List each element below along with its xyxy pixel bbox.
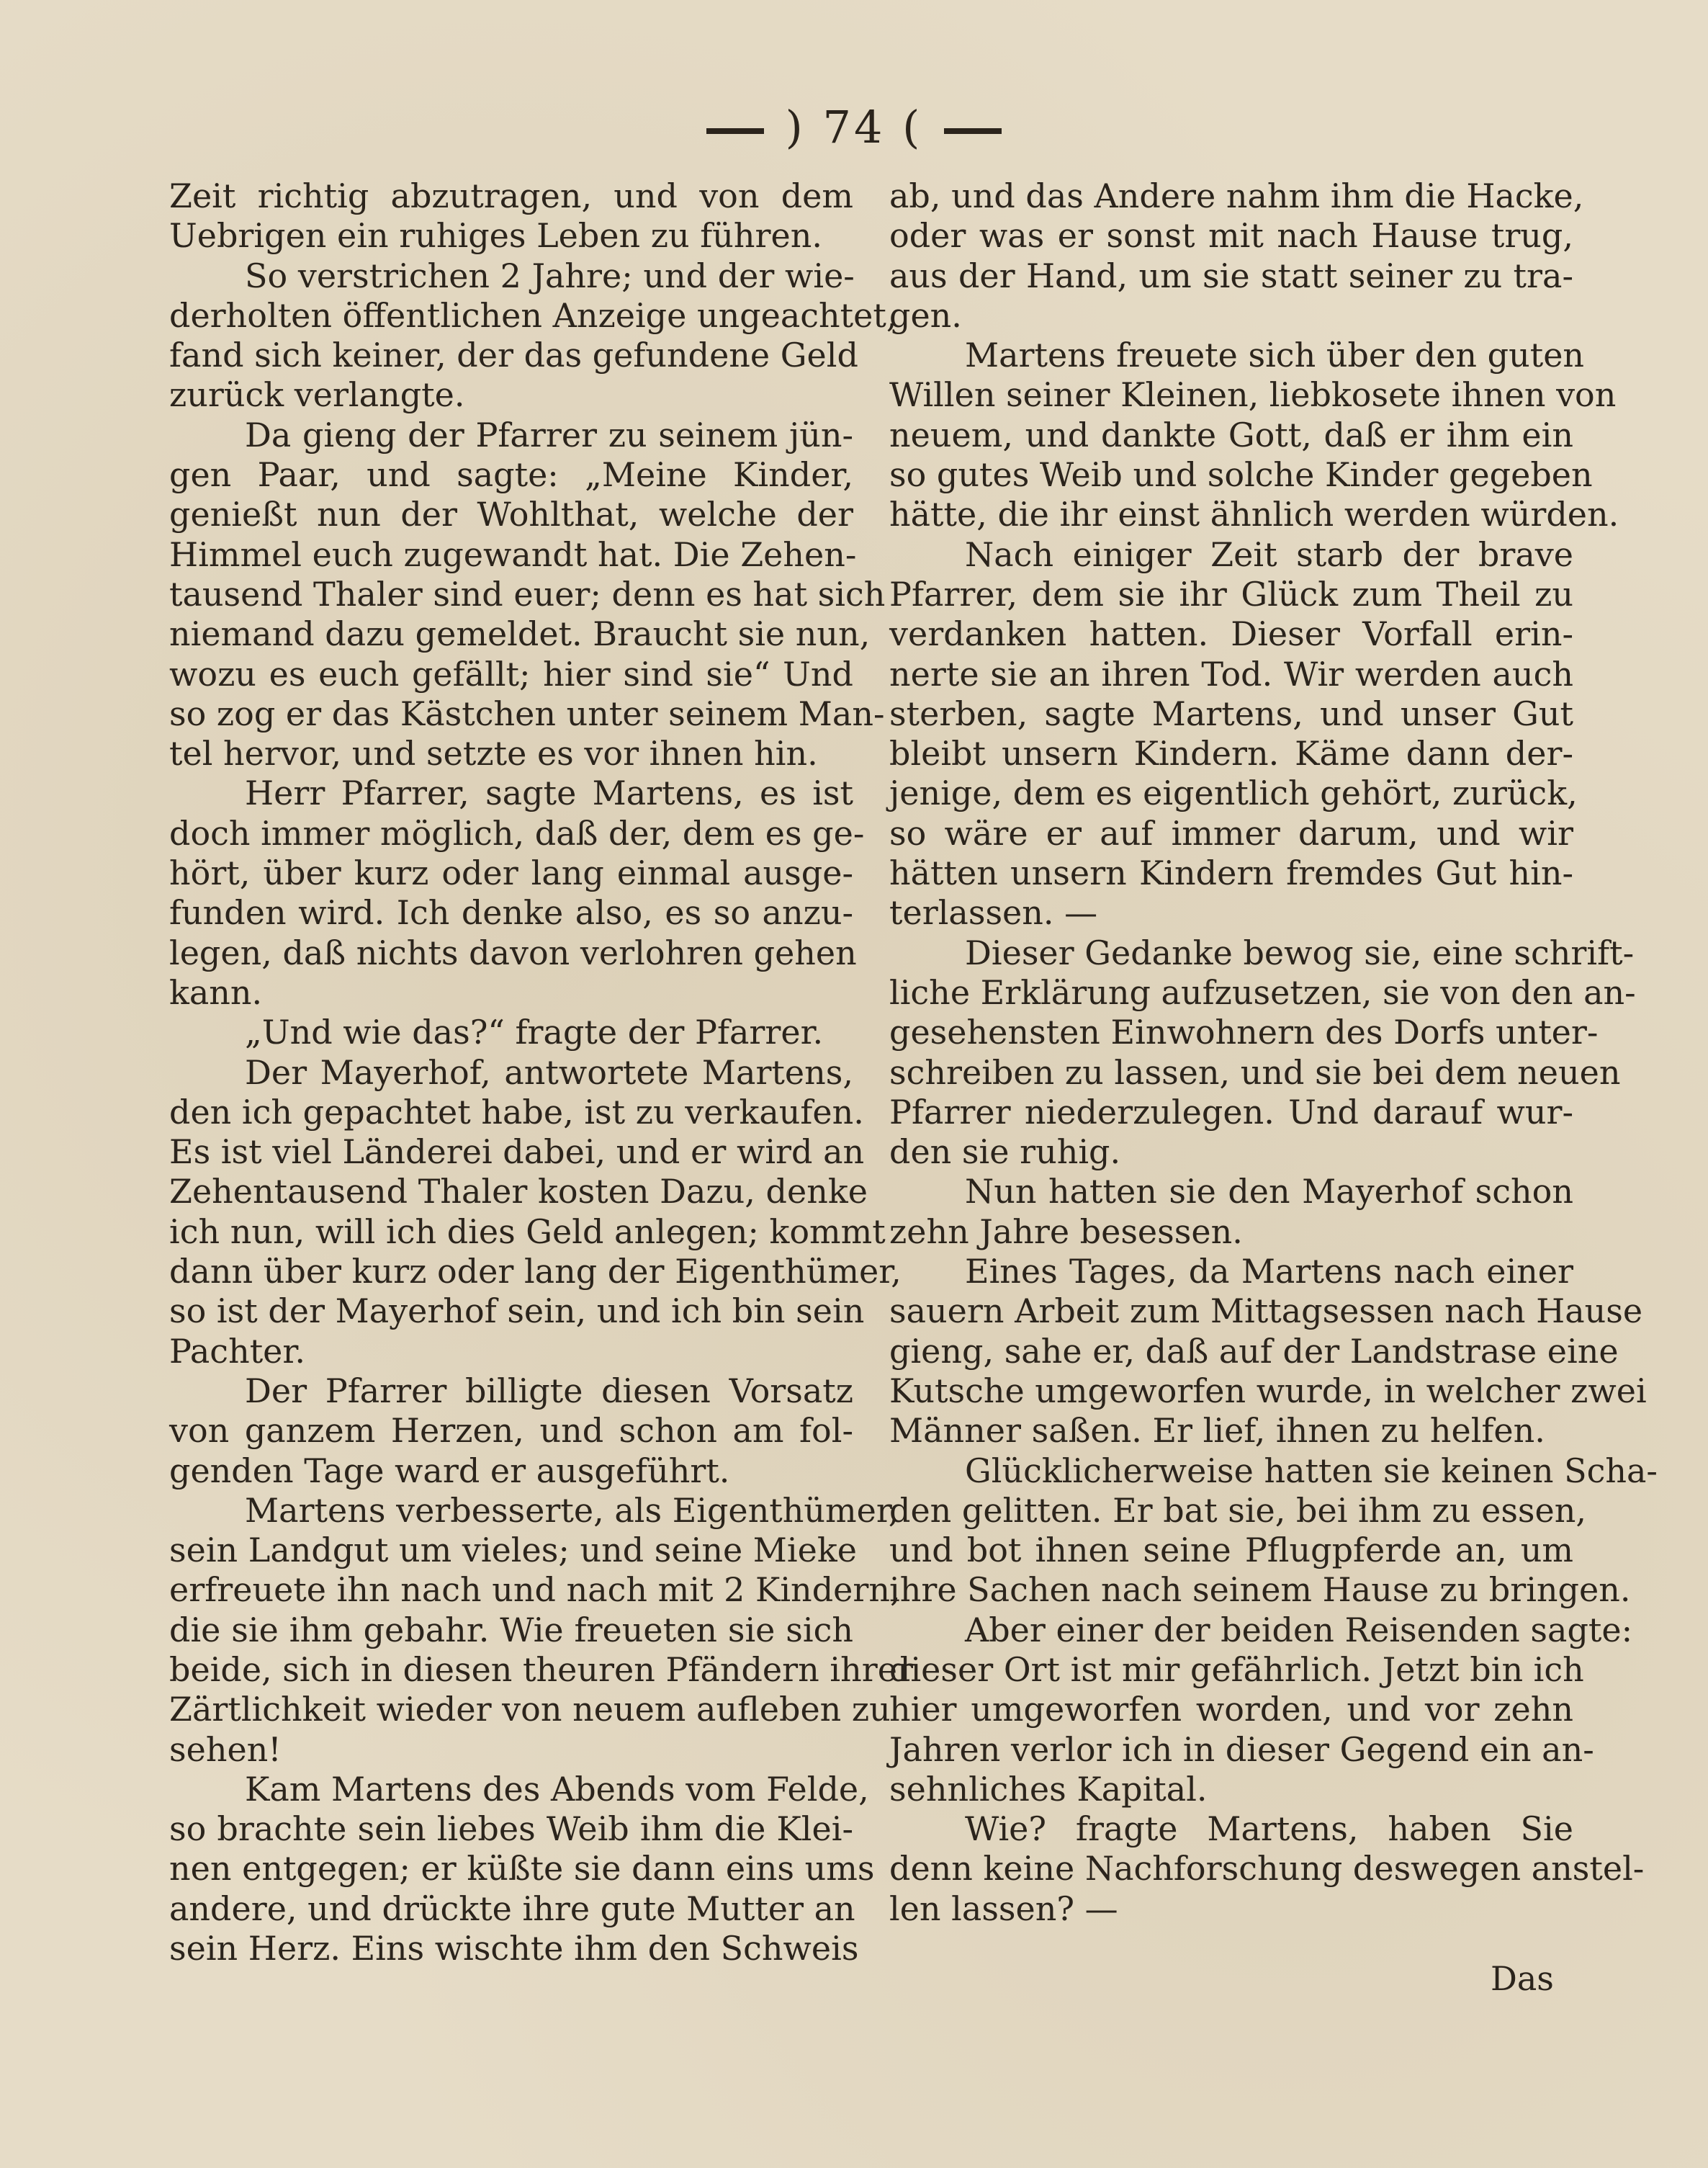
text-line: Nun hatten sie den Mayerhof schon	[965, 1172, 1573, 1211]
text-line: dieser Ort ist mir gefährlich. Jetzt bin ich	[889, 1649, 1584, 1689]
text-line: Herr Pfarrer, sagte Martens, es ist	[245, 774, 853, 813]
text-line: so zog er das Kästchen unter seinem Man-	[169, 694, 885, 733]
text-line: Kutsche umgeworfen wurde, in welcher zwei	[889, 1371, 1647, 1410]
text-line: und bot ihnen seine Pflugpferde an, um	[889, 1531, 1573, 1570]
text-line: Uebrigen ein ruhiges Leben zu führen.	[169, 216, 822, 256]
text-line: Männer saßen. Er lief, ihnen zu helfen.	[889, 1411, 1545, 1451]
text-line: andere, und drückte ihre gute Mutter an	[169, 1889, 855, 1928]
text-line: Pfarrer, dem sie ihr Glück zum Theil zu	[889, 574, 1573, 614]
text-line: Glücklicherweise hatten sie keinen Scha-	[965, 1451, 1658, 1490]
text-line: gieng, sahe er, daß auf der Landstrase eine	[889, 1331, 1619, 1371]
text-line: den ich gepachtet habe, ist zu verkaufen.	[169, 1092, 864, 1132]
text-line: Pfarrer niederzulegen. Und darauf wur-	[889, 1092, 1573, 1132]
right-column	[889, 176, 1658, 1929]
text-line: niemand dazu gemeldet. Braucht sie nun,	[169, 614, 871, 654]
text-line: sterben, sagte Martens, und unser Gut	[889, 694, 1573, 733]
text-line: Jahren verlor ich in dieser Gegend ein an-	[889, 1729, 1594, 1769]
text-line: gesehensten Einwohnern des Dorfs unter-	[889, 1013, 1599, 1052]
text-line: erfreuete ihn nach und nach mit 2 Kindern,	[169, 1570, 901, 1610]
text-line: len lassen? —	[889, 1889, 1118, 1928]
page-number: ) 74 (	[785, 101, 923, 153]
text-line: Der Mayerhof, antwortete Martens,	[245, 1052, 853, 1092]
text-line: legen, daß nichts davon verlohren gehen	[169, 933, 857, 972]
text-line: sein Landgut um vieles; und seine Mieke	[169, 1531, 857, 1570]
text-line: zehn Jahre besessen.	[889, 1211, 1243, 1251]
text-line: sehnliches Kapital.	[889, 1769, 1208, 1809]
text-line: Nach einiger Zeit starb der brave	[965, 534, 1573, 574]
text-line: beide, sich in diesen theuren Pfändern ihrer	[169, 1649, 913, 1689]
text-line: doch immer möglich, daß der, dem es ge-	[169, 813, 865, 853]
text-line: neuem, und dankte Gott, daß er ihm ein	[889, 415, 1573, 454]
left-column	[169, 176, 913, 1968]
text-line: von ganzem Herzen, und schon am fol-	[169, 1411, 853, 1451]
text-line: ab, und das Andere nahm ihm die Hacke,	[889, 176, 1584, 215]
text-line: Aber einer der beiden Reisenden sagte:	[965, 1610, 1633, 1649]
text-line: tausend Thaler sind euer; denn es hat sich	[169, 574, 886, 614]
text-line: So verstrichen 2 Jahre; und der wie-	[245, 256, 855, 295]
text-line: kann.	[169, 972, 263, 1012]
text-line: Martens verbesserte, als Eigenthümer,	[245, 1490, 899, 1530]
text-line: aus der Hand, um sie statt seiner zu tra-	[889, 256, 1573, 295]
text-line: Da gieng der Pfarrer zu seinem jün-	[245, 415, 853, 454]
text-line: hört, über kurz oder lang einmal ausge-	[169, 854, 853, 893]
text-line: oder was er sonst mit nach Hause trug,	[889, 216, 1573, 256]
text-line: funden wird. Ich denke also, es so anzu-	[169, 893, 853, 933]
text-line: verdanken hatten. Dieser Vorfall erin-	[889, 614, 1573, 654]
text-line: Pachter.	[169, 1331, 305, 1371]
header-dash-left	[706, 128, 764, 134]
text-line: bleibt unsern Kindern. Käme dann der-	[889, 734, 1573, 774]
text-line: nerte sie an ihren Tod. Wir werden auch	[889, 654, 1573, 694]
text-line: derholten öffentlichen Anzeige ungeachtet,	[169, 295, 897, 335]
text-line: sehen!	[169, 1729, 282, 1769]
page-header	[0, 101, 1708, 153]
text-line: liche Erklärung aufzusetzen, sie von den an-	[889, 972, 1636, 1012]
text-line: so gutes Weib und solche Kinder gegeben	[889, 455, 1593, 495]
text-line: tel hervor, und setzte es vor ihnen hin.	[169, 734, 818, 774]
text-line: wozu es euch gefällt; hier sind sie“ Und	[169, 654, 853, 694]
text-line: Der Pfarrer billigte diesen Vorsatz	[245, 1371, 853, 1410]
text-line: so brachte sein liebes Weib ihm die Klei-	[169, 1809, 853, 1849]
text-line: „Und wie das?“ fragte der Pfarrer.	[245, 1013, 824, 1052]
text-line: Eines Tages, da Martens nach einer	[965, 1252, 1573, 1291]
header-dash-right	[944, 128, 1002, 134]
text-line: Zehentausend Thaler kosten Dazu, denke	[169, 1172, 868, 1211]
text-line: so wäre er auf immer darum, und wir	[889, 813, 1573, 853]
text-line: Zeit richtig abzutragen, und von dem	[169, 176, 853, 215]
text-line: schreiben zu lassen, und sie bei dem neuen	[889, 1052, 1621, 1092]
text-line: genießt nun der Wohlthat, welche der	[169, 495, 853, 534]
text-line: die sie ihm gebahr. Wie freueten sie sich	[169, 1610, 853, 1649]
text-line: sauern Arbeit zum Mittagsessen nach Hause	[889, 1291, 1643, 1331]
text-line: Kam Martens des Abends vom Felde,	[245, 1769, 869, 1809]
text-line: hätte, die ihr einst ähnlich werden würden.	[889, 495, 1619, 534]
text-line: Dieser Gedanke bewog sie, eine schrift-	[965, 933, 1635, 972]
catchword: Das	[1491, 1959, 1554, 1998]
text-line: terlassen. —	[889, 893, 1098, 933]
text-line: Willen seiner Kleinen, liebkosete ihnen von	[889, 375, 1617, 415]
text-line: hier umgeworfen worden, und vor zehn	[889, 1690, 1573, 1729]
text-line: den gelitten. Er bat sie, bei ihm zu essen,	[889, 1490, 1586, 1530]
text-line: nen entgegen; er küßte sie dann eins ums	[169, 1849, 875, 1889]
text-line: fand sich keiner, der das gefundene Geld	[169, 336, 858, 375]
text-line: ihre Sachen nach seinem Hause zu bringen.	[889, 1570, 1631, 1610]
text-line: denn keine Nachforschung deswegen anstel-	[889, 1849, 1645, 1889]
text-line: sein Herz. Eins wischte ihm den Schweis	[169, 1929, 859, 1968]
text-line: so ist der Mayerhof sein, und ich bin sein	[169, 1291, 865, 1331]
text-line: genden Tage ward er ausgeführt.	[169, 1451, 730, 1490]
text-line: Es ist viel Länderei dabei, und er wird an	[169, 1132, 865, 1172]
text-line: Wie? fragte Martens, haben Sie	[965, 1809, 1573, 1849]
text-line: gen.	[889, 295, 962, 335]
text-line: jenige, dem es eigentlich gehört, zurück,	[889, 774, 1578, 813]
text-line: ich nun, will ich dies Geld anlegen; kommt	[169, 1211, 886, 1251]
text-line: zurück verlangte.	[169, 375, 465, 415]
text-line: Himmel euch zugewandt hat. Die Zehen-	[169, 534, 857, 574]
text-line: Zärtlichkeit wieder von neuem aufleben zu	[169, 1690, 891, 1729]
text-line: hätten unsern Kindern fremdes Gut hin-	[889, 854, 1573, 893]
text-line: gen Paar, und sagte: „Meine Kinder,	[169, 455, 853, 495]
text-line: den sie ruhig.	[889, 1132, 1121, 1172]
text-line: dann über kurz oder lang der Eigenthümer,	[169, 1252, 902, 1291]
text-line: Martens freuete sich über den guten	[965, 336, 1585, 375]
